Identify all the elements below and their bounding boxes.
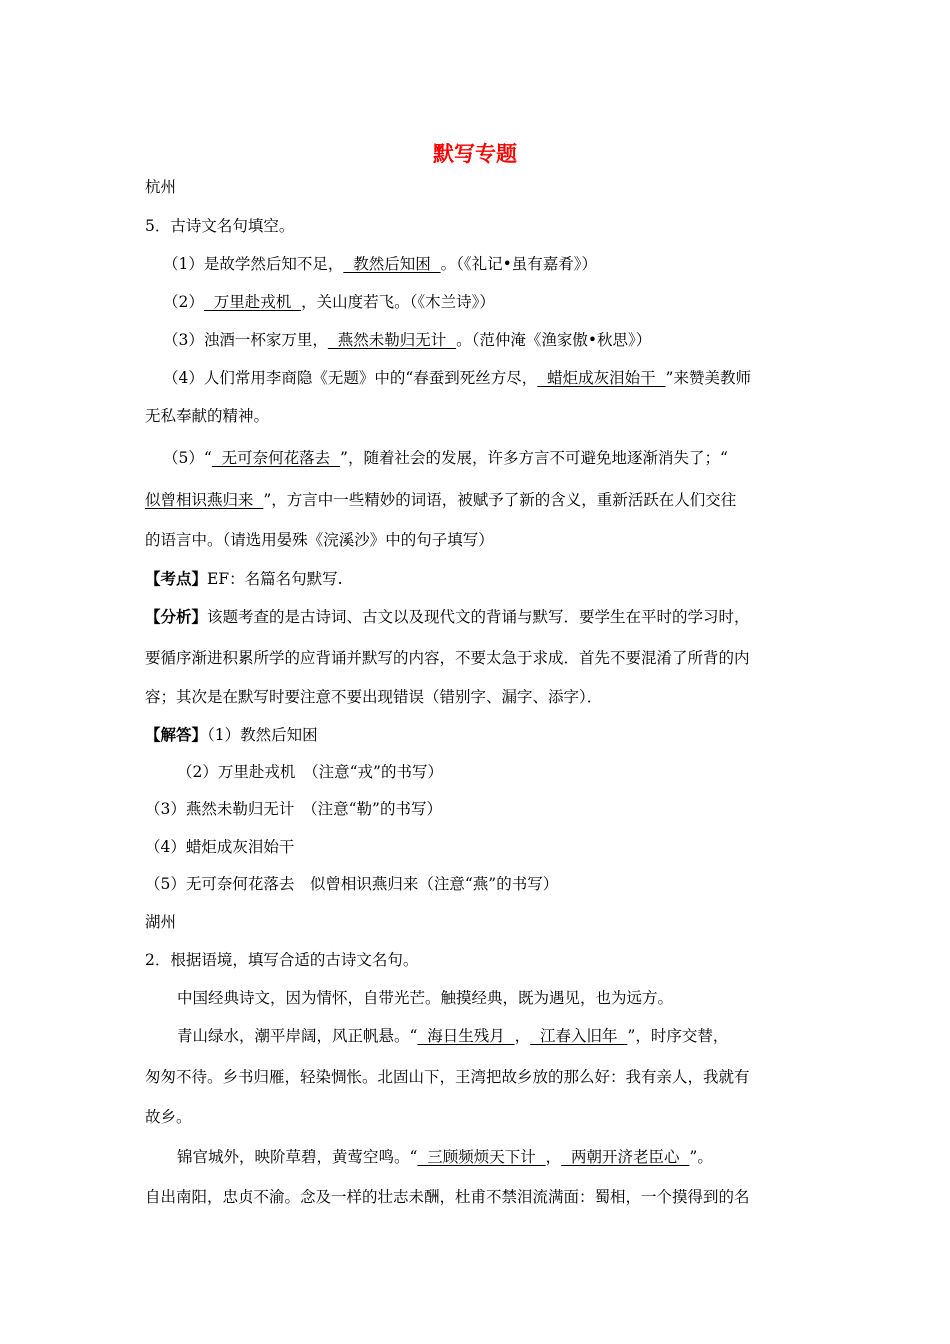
paragraph-2-cont2: 故乡。 [145,1108,192,1126]
question-5-4: （4）人们常用李商隐《无题》中的“春蚕到死丝方尽， 蜡炬成灰泪始干 ”来赞美教师 [163,369,751,387]
question-5-5-cont: 似曾相识燕归来 ”，方言中一些精妙的词语，被赋予了新的含义，重新活跃在人们交往 [145,491,737,509]
paragraph-2: 青山绿水，潮平岸阔，风正帆悬。“ 海日生残月 ， 江春入旧年 ”，时序交替， [177,1027,729,1045]
answer-blank: 教然后知困 [343,255,441,273]
question-5-3: （3）浊酒一杯家万里， 燕然未勒归无计 。（范仲淹《渔家傲•秋思》） [163,331,652,349]
paragraph-1: 中国经典诗文，因为情怀，自带光芒。触摸经典，既为遇见，也为远方。 [177,989,674,1007]
paragraph-3: 锦官城外，映阶草碧，黄莺空鸣。“ 三顾频烦天下计 ， 两朝开济老臣心 ”。 [177,1148,713,1166]
answer-blank: 三顾频烦天下计 [417,1148,546,1166]
kaodian: 【考点】EF：名篇名句默写. [145,569,343,588]
answer-blank: 万里赴戎机 [203,293,302,311]
fenxi-cont: 要循序渐进积累所学的应背诵并默写的内容，不要太急于求成．首先不要混淆了所背的内 [145,649,750,667]
question-5-4-cont: 无私奉献的精神。 [145,407,270,425]
fenxi-cont2: 容；其次是在默写时要注意不要出现错误（错别字、漏字、添字）． [145,688,603,706]
question-5-5-cont2: 的语言中。（请选用晏殊《浣溪沙》中的句子填写） [145,531,494,549]
question-5-heading: 5．古诗文名句填空。 [145,217,295,235]
answer-4: （4）蜡炬成灰泪始干 [145,838,295,856]
paragraph-3-cont: 自出南阳，忠贞不渝。念及一样的壮志未酬，杜甫不禁泪流满面：蜀相，一个摸得到的名 [145,1188,750,1206]
answer-blank: 江春入旧年 [530,1027,628,1045]
paragraph-2-cont: 匆匆不待。乡书归雁，轻染惆怅。北固山下，王湾把故乡放的那么好：我有亲人，我就有 [145,1068,750,1086]
answer-blank: 蜡炬成灰泪始干 [537,369,666,387]
answer-blank: 海日生残月 [417,1027,515,1045]
answer-blank: 燕然未勒归无计 [327,331,457,349]
region-hangzhou: 杭州 [145,178,177,196]
question-5-5: （5）“ 无可奈何花落去 ”，随着社会的发展，许多方言不可避免地逐渐消失了；“ [163,449,728,467]
page-title: 默写专题 [433,142,517,166]
region-huzhou: 湖州 [145,913,177,931]
answer-5: （5）无可奈何花落去 似曾相识燕归来（注意“燕”的书写） [145,875,559,893]
question-5-1: （1）是故学然后知不足， 教然后知困 。（《礼记•虽有嘉肴》） [163,255,597,273]
jieda: 【解答】（1）教然后知困 [145,725,318,744]
fenxi: 【分析】该题考查的是古诗词、古文以及现代文的背诵与默写．要学生在平时的学习时， [145,607,750,626]
answer-blank: 似曾相识燕归来 [145,491,264,509]
answer-blank: 两朝开济老臣心 [561,1148,690,1166]
answer-3: （3）燕然未勒归无计 （注意“勒”的书写） [145,800,442,818]
question-2-heading: 2．根据语境，填写合适的古诗文名句。 [145,951,419,969]
answer-blank: 无可奈何花落去 [211,449,341,467]
question-5-2: （2） 万里赴戎机 ，关山度若飞。（《木兰诗》） [163,293,495,311]
answer-2: （2）万里赴戎机 （注意“戎”的书写） [177,763,443,781]
